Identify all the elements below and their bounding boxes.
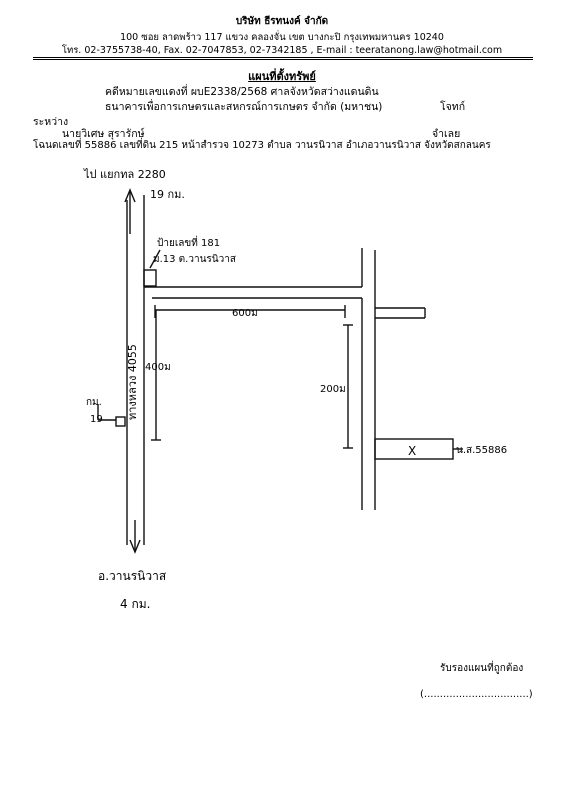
- km-marker-value: 19: [90, 414, 103, 425]
- km-marker: [116, 417, 125, 426]
- plot-label: น.ส.55886: [456, 445, 508, 456]
- south-destination: อ.วานรนิวาส: [98, 569, 167, 583]
- highway-label: ทางหลวง 4055: [126, 344, 139, 420]
- dist-east-label: 600ม: [232, 308, 258, 319]
- south-distance: 4 กม.: [120, 597, 151, 611]
- company-address: 100 ซอย ลาดพร้าว 117 แขวง คลองจั่น เขต บางกะปิ กรุงเทพมหานคร 10240: [120, 32, 444, 43]
- dist-south-label: 200ม: [320, 384, 346, 395]
- landmark-sign: [144, 270, 156, 286]
- certify-text: รับรองแผนที่ถูกต้อง: [440, 663, 524, 674]
- company-name: บริษัท ธีรทนงค์ จำกัด: [235, 16, 329, 27]
- case-number: คดีหมายเลขแดงที่ ผบE2338/2568 ศาลจังหวัดสว่างแดนดิน: [105, 86, 379, 98]
- dist-road-label: 400ม: [145, 362, 171, 373]
- document-title: แผนที่ตั้งทรัพย์: [248, 70, 316, 83]
- landmark-line1: ป้ายเลขที่ 181: [157, 238, 221, 249]
- north-distance: 19 กม.: [150, 188, 185, 201]
- defendant-role: จำเลย: [432, 128, 461, 140]
- between-label: ระหว่าง: [33, 116, 69, 128]
- plot-x-mark: X: [408, 444, 417, 458]
- defendant-name: นายวิเศษ สุรารักษ์: [62, 128, 145, 140]
- deed-line: โฉนดเลขที่ 55886 เลขที่ดิน 215 หน้าสำรวจ 10273 ตำบล วานรนิวาส อำเภอวานรนิวาส จังหวัดสกลนคร: [33, 140, 491, 151]
- company-contact: โทร. 02-3755738-40, Fax. 02-7047853, 02-7342185 , E-mail : teeratanong.law@hotmail.com: [61, 45, 503, 56]
- km-marker-label: กม.: [86, 397, 102, 408]
- landmark-line2: ม.13 ต.วานรนิวาส: [153, 254, 236, 265]
- plaintiff-name: ธนาคารเพื่อการเกษตรและสหกรณ์การเกษตร จำกัด (มหาชน): [105, 101, 383, 113]
- plaintiff-role: โจทก์: [440, 101, 466, 113]
- north-destination: ไป แยกทล 2280: [84, 168, 166, 181]
- signature-line: (.................................): [420, 689, 533, 700]
